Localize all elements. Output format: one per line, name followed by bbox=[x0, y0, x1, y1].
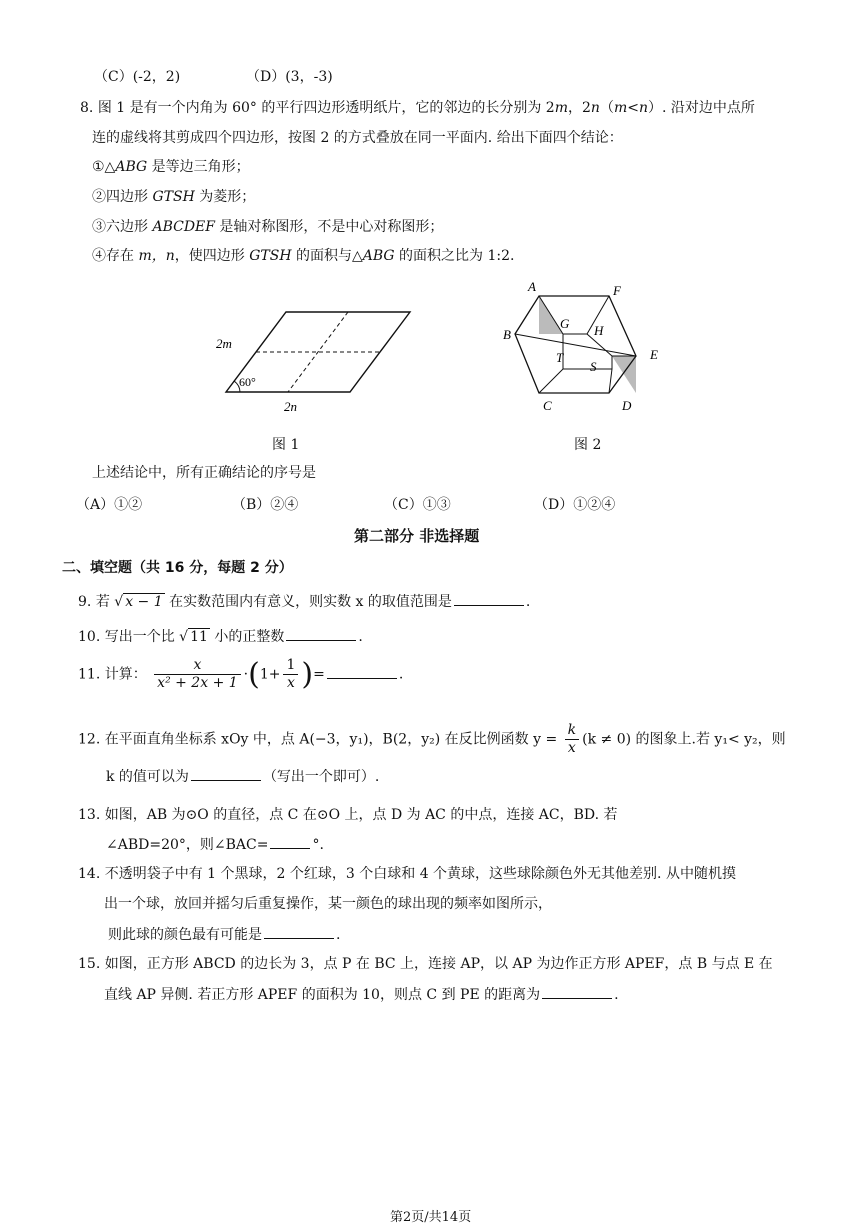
fig2-label-c: C bbox=[543, 398, 552, 413]
dashed-midline-slanted bbox=[288, 312, 348, 392]
q14-number: 14. bbox=[78, 866, 101, 882]
q15-text2b: . bbox=[614, 987, 619, 1003]
q12-frac-top: k bbox=[565, 722, 579, 740]
q11-dot: · bbox=[243, 666, 249, 683]
prev-option-d: （D）(3，-3) bbox=[246, 69, 333, 85]
q8-c2-it: GTSH bbox=[152, 189, 195, 205]
fig2-label-a: A bbox=[528, 279, 536, 294]
q15-text1: 如图，正方形 ABCD 的边长为 3，点 P 在 BC 上，连接 AP，以 AP 为边作正方形 APEF，点 B 与点 E 在 bbox=[104, 956, 773, 972]
q13-text2a: ∠ABD=20°，则∠BAC= bbox=[106, 837, 269, 853]
q15-text2a: 直线 AP 异侧. 若正方形 APEF 的面积为 10，则点 C 到 PE 的距离为 bbox=[104, 987, 541, 1003]
q8-paren2: ）. 沿对边中点所 bbox=[647, 100, 755, 116]
fig2-label-f: F bbox=[613, 283, 621, 298]
q8-conclusion-4 bbox=[92, 246, 514, 266]
q8-paren: （ bbox=[599, 100, 614, 116]
part2-title: 第二部分 非选择题 bbox=[354, 527, 480, 545]
fig1-label-60: 60° bbox=[239, 375, 256, 389]
q9-post: 在实数范围内有意义，则实数 x 的取值范围是 bbox=[169, 594, 452, 610]
q14-text1: 不透明袋子中有 1 个黑球，2 个红球，3 个白球和 4 个黄球，这些球除颜色外无其他差别. 从中随机摸 bbox=[104, 866, 736, 882]
q11-fraction bbox=[154, 657, 240, 692]
q11-one: 1+ bbox=[259, 666, 281, 683]
q13-line2 bbox=[106, 834, 324, 855]
q12-line2 bbox=[106, 766, 379, 787]
page-footer: 第2页/共14页 bbox=[390, 1210, 472, 1225]
q8-c1-prefix: ①△ bbox=[92, 159, 116, 175]
q8-c2-suffix: 为菱形； bbox=[194, 189, 256, 205]
q8-c3-prefix: ③六边形 bbox=[92, 219, 153, 235]
q8-conclusion-1 bbox=[92, 157, 250, 177]
q8-c3-suffix: 是轴对称图形，不是中心对称图形； bbox=[214, 219, 444, 235]
q14-line1 bbox=[78, 864, 736, 884]
q8-c3-it: ABCDEF bbox=[152, 219, 215, 235]
q9: 9. 若 √ x − 1 在实数范围内有意义，则实数 x 的取值范围是 . bbox=[78, 591, 530, 612]
q11-number: 11. bbox=[78, 666, 101, 683]
q12-text2a: k 的值可以为 bbox=[106, 769, 189, 785]
q12-text2b: （写出一个即可）. bbox=[262, 769, 380, 785]
q11: 11. 计算： $\frac{x}{\text{x² + 2x + 1}}$ ·(1+ $\frac{1}{x}$ )= . bbox=[78, 656, 404, 692]
sqrt-sign: √ bbox=[179, 629, 189, 645]
fig2-label-g: G bbox=[560, 316, 570, 331]
q11-inner-top: 1 bbox=[283, 657, 298, 675]
right-paren: ) bbox=[301, 656, 314, 692]
q8-option-a: （A）①② bbox=[76, 497, 143, 513]
q10-pre: 写出一个比 bbox=[104, 629, 175, 645]
fig2-label-t: T bbox=[556, 350, 564, 365]
q8-m: m bbox=[554, 100, 568, 116]
figure-2-caption: 图 2 bbox=[574, 437, 602, 453]
figure-1-caption: 图 1 bbox=[272, 437, 300, 453]
q11-equals: = bbox=[313, 666, 325, 683]
q14-text3a: 则此球的颜色最有可能是 bbox=[108, 927, 262, 943]
q9-pre: 若 bbox=[95, 594, 110, 610]
q9-answer-blank[interactable] bbox=[454, 591, 524, 606]
q11-inner-bottom: x bbox=[286, 675, 295, 691]
q8-c2-prefix: ②四边形 bbox=[92, 189, 153, 205]
q9-radicand: x − 1 bbox=[125, 594, 163, 610]
q12-text1: 在平面直角坐标系 xOy 中，点 A(−3，y₁)，B(2，y₂) 在反比例函数 y = bbox=[104, 731, 558, 748]
q8-line2: 连的虚线将其剪成四个四边形，按图 2 的方式叠放在同一平面内. 给出下面四个结论： bbox=[92, 130, 623, 146]
q8-c4-suffix: 的面积之比为 1:2. bbox=[394, 248, 515, 264]
q14-text3b: . bbox=[336, 927, 341, 943]
q8-question: 上述结论中，所有正确结论的序号是 bbox=[92, 465, 316, 481]
q12-answer-blank[interactable] bbox=[191, 766, 261, 781]
section2-heading: 二、填空题（共 16 分，每题 2 分） bbox=[62, 560, 293, 576]
q8-option-b: （B）②④ bbox=[232, 497, 299, 513]
q8-condition: m<n bbox=[613, 100, 648, 116]
q8-conclusion-2 bbox=[92, 187, 255, 207]
q12-fraction bbox=[565, 722, 579, 757]
q11-inner-fraction bbox=[283, 657, 298, 692]
q11-answer-blank[interactable] bbox=[327, 664, 397, 679]
q15-answer-blank[interactable] bbox=[542, 984, 612, 999]
q12-frac-bottom: x bbox=[567, 740, 576, 756]
q8-line1 bbox=[80, 98, 755, 118]
sqrt-sign: √ bbox=[114, 594, 124, 610]
q13-answer-blank[interactable] bbox=[270, 834, 310, 849]
q13-number: 13. bbox=[78, 807, 101, 823]
q8-n: n bbox=[590, 100, 600, 116]
q10-post: 小的正整数 bbox=[214, 629, 285, 645]
q8-number: 8. bbox=[80, 100, 94, 116]
q11-pre: 计算： bbox=[104, 666, 147, 683]
q8-c4-it2: ABG bbox=[362, 248, 395, 264]
fig2-label-b: B bbox=[503, 327, 511, 342]
q8-conclusion-3 bbox=[92, 217, 443, 237]
q13-text2b: °. bbox=[312, 837, 324, 853]
q10-number: 10. bbox=[78, 629, 101, 645]
q15-line1 bbox=[78, 954, 773, 974]
q8-option-d: （D）①②④ bbox=[534, 497, 616, 513]
figure-2-hexagon bbox=[495, 275, 675, 425]
fig2-label-s: S bbox=[590, 359, 597, 374]
q13-line1 bbox=[78, 805, 618, 825]
q10-answer-blank[interactable] bbox=[286, 626, 356, 641]
fig1-label-2m: 2m bbox=[216, 336, 232, 351]
prev-option-c: （C）(-2，2) bbox=[94, 69, 181, 85]
q15-line2 bbox=[104, 984, 619, 1005]
q8-c1-suffix: 是等边三角形； bbox=[147, 159, 250, 175]
q8-c4-mid: ，使四边形 bbox=[174, 248, 250, 264]
q8-c4-mn: m，n bbox=[138, 248, 175, 264]
fig2-label-h: H bbox=[594, 323, 604, 338]
fig2-line-9 bbox=[539, 369, 563, 393]
fig2-label-e: E bbox=[650, 347, 658, 362]
q8-c4-prefix: ④存在 bbox=[92, 248, 139, 264]
q12-number: 12. bbox=[78, 731, 101, 748]
fig2-label-d: D bbox=[622, 398, 632, 413]
q8-c4-it: GTSH bbox=[249, 248, 292, 264]
q11-frac-bottom: x² + 2x + 1 bbox=[157, 675, 238, 691]
q12-text1b: (k ≠ 0) 的图象上.若 y₁< y₂，则 bbox=[582, 731, 786, 748]
q10-radicand: 11 bbox=[190, 629, 208, 645]
q10: 10. 写出一个比 √ 11 小的正整数 . bbox=[78, 626, 363, 647]
q8-text1: 图 1 是有一个内角为 60° 的平行四边形透明纸片，它的邻边的长分别为 2 bbox=[97, 100, 555, 116]
fig2-line-1 bbox=[515, 334, 636, 356]
q14-line2: 出一个球，放回并摇匀后重复操作，某一颜色的球出现的频率如图所示， bbox=[104, 896, 552, 912]
fig1-label-2n: 2n bbox=[284, 399, 297, 414]
q15-number: 15. bbox=[78, 956, 101, 972]
q12-line1 bbox=[78, 722, 786, 757]
q13-text1: 如图，AB 为⊙O 的直径，点 C 在⊙O 上，点 D 为 AC 的中点，连接 AC，BD. 若 bbox=[104, 807, 618, 823]
q8-c1-it: ABG bbox=[115, 159, 148, 175]
q8-comma: ，2 bbox=[567, 100, 591, 116]
q9-number: 9. bbox=[78, 594, 92, 610]
q11-frac-top: x bbox=[154, 657, 240, 675]
q8-option-c: （C）①③ bbox=[384, 497, 451, 513]
q14-answer-blank[interactable] bbox=[264, 924, 334, 939]
figure-1-parallelogram bbox=[210, 300, 430, 420]
left-paren: ( bbox=[248, 656, 260, 692]
q8-c4-mid2: 的面积与△ bbox=[291, 248, 363, 264]
q14-line3 bbox=[108, 924, 340, 945]
